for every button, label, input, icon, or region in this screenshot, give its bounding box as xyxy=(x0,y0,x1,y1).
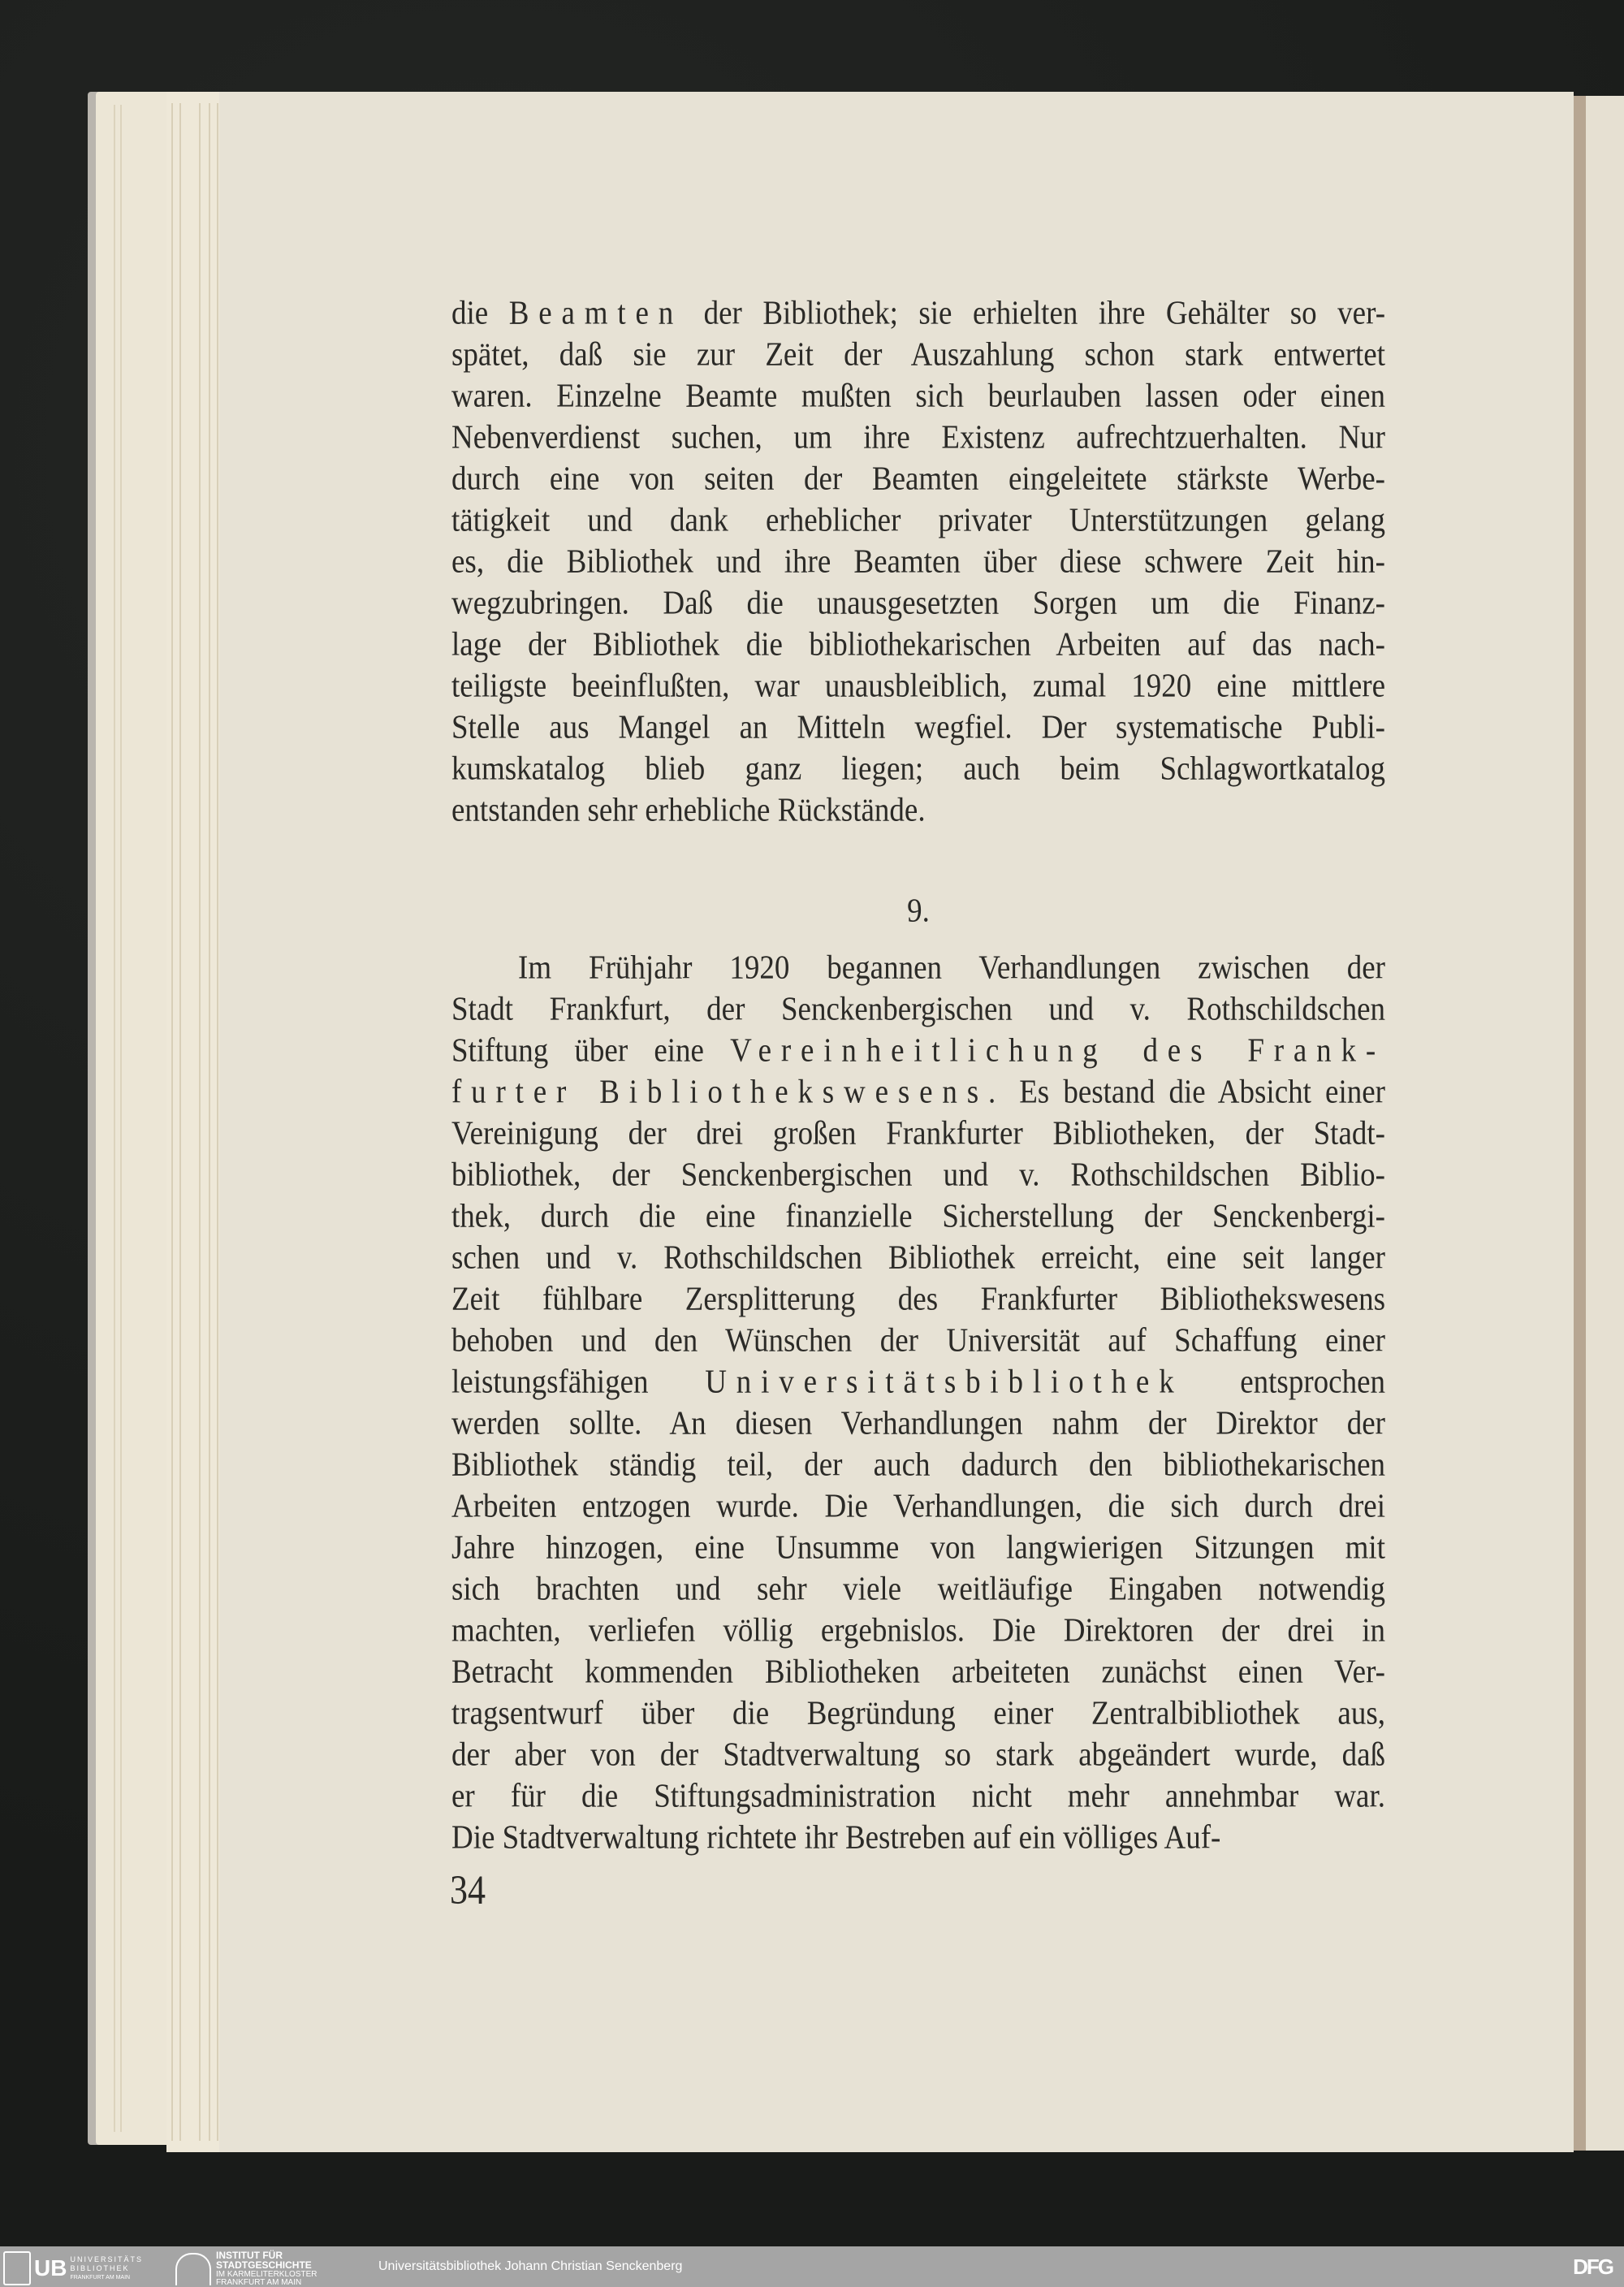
text-line xyxy=(451,497,1385,543)
isg-logo[interactable] xyxy=(175,2251,317,2287)
text-segment: der Bibliothek; sie erhielten ihre Gehälter so ver- xyxy=(683,294,1386,332)
text-line xyxy=(451,1027,1385,1074)
text-line xyxy=(451,1690,1385,1736)
emphasized-text: Beamten xyxy=(508,294,684,332)
text-segment: durch eine von seiten der Beamten eingeleitete stärkste Werbe- xyxy=(451,460,1385,498)
isg-logo-line: INSTITUT FÜR xyxy=(216,2250,283,2261)
paragraph-2 xyxy=(451,947,1385,1858)
text-line xyxy=(451,373,1385,419)
text-segment: werden sollte. An diesen Verhandlungen nahm der Direktor der xyxy=(451,1404,1385,1442)
text-line xyxy=(451,1400,1385,1446)
text-segment: schen und v. Rothschildschen Bibliothek erreicht, eine seit langer xyxy=(451,1239,1385,1277)
dfg-logo[interactable]: DFG xyxy=(1573,2255,1613,2279)
text-line xyxy=(451,538,1385,585)
ub-logo-line: UNIVERSITÄTS xyxy=(70,2255,143,2263)
ub-logo-text: UB xyxy=(34,2255,67,2281)
text-segment: wegzubringen. Daß die unausgesetzten Sorgen um die Finanz- xyxy=(451,584,1385,622)
text-line xyxy=(451,986,1385,1032)
text-line xyxy=(451,290,1385,336)
text-segment: lage der Bibliothek die bibliothekarischen Arbeiten auf das nach- xyxy=(451,625,1385,664)
text-line xyxy=(451,456,1385,502)
text-segment: Nebenverdienst suchen, um ihre Existenz aufrechtzuerhalten. Nur xyxy=(451,418,1385,456)
text-segment: Bibliothek ständig teil, der auch dadurch den bibliothekarischen xyxy=(451,1446,1385,1484)
text-segment: Stiftung über eine xyxy=(451,1031,731,1070)
isg-logo-line: FRANKFURT AM MAIN xyxy=(216,2278,302,2287)
text-line xyxy=(451,746,1385,792)
ub-logo-line: BIBLIOTHEK xyxy=(70,2263,130,2272)
text-line xyxy=(451,1814,1385,1861)
text-segment: bibliothek, der Senckenbergischen und v. Rothschildschen Biblio- xyxy=(451,1156,1385,1194)
text-line xyxy=(451,621,1385,668)
text-line xyxy=(451,1069,1385,1115)
text-line xyxy=(451,414,1385,460)
emphasized-text: Universitätsbibliothek xyxy=(705,1363,1184,1401)
text-segment: teiligste beeinflußten, war unausbleiblich, zumal 1920 eine mittlere xyxy=(451,667,1385,705)
ub-seal-icon xyxy=(3,2251,31,2285)
text-segment: machten, verliefen völlig ergebnislos. Die Direktoren der drei in xyxy=(451,1611,1385,1649)
library-credit[interactable]: Universitätsbibliothek Johann Christian Senckenberg xyxy=(378,2259,683,2273)
text-line xyxy=(451,663,1385,709)
isg-arch-icon xyxy=(175,2253,211,2285)
footer-bar xyxy=(0,2246,1624,2287)
text-line xyxy=(451,1524,1385,1571)
emphasized-text: furter Bibliothekswesens. xyxy=(451,1073,1006,1111)
facing-page-edge xyxy=(1586,96,1624,2151)
text-segment: Betracht kommenden Bibliotheken arbeiteten zunächst einen Ver- xyxy=(451,1653,1385,1691)
text-segment: Stelle aus Mangel an Mitteln wegfiel. Der systematische Publi- xyxy=(451,708,1385,746)
text-segment: leistungsfähigen xyxy=(451,1363,706,1401)
text-line xyxy=(451,787,1385,833)
text-line xyxy=(451,1483,1385,1529)
text-segment: es, die Bibliothek und ihre Beamten über diese schwere Zeit hin- xyxy=(451,543,1385,581)
ub-logo[interactable] xyxy=(3,2251,143,2285)
text-segment: behoben und den Wünschen der Universität auf Schaffung einer xyxy=(451,1321,1385,1360)
text-line xyxy=(451,1317,1385,1364)
text-line xyxy=(451,1276,1385,1322)
text-segment: Vereinigung der drei großen Frankfurter Bibliotheken, der Stadt- xyxy=(451,1114,1385,1152)
isg-logo-line: STADTGESCHICHTE xyxy=(216,2259,312,2271)
text-segment: thek, durch die eine finanzielle Sicherstellung der Senckenbergi- xyxy=(451,1197,1385,1235)
text-segment: Jahre hinzogen, eine Unsumme von langwierigen Sitzungen mit xyxy=(451,1528,1385,1567)
text-segment: entstanden sehr erhebliche Rückstände. xyxy=(451,791,926,829)
text-line xyxy=(451,1566,1385,1612)
text-segment: Stadt Frankfurt, der Senckenbergischen und v. Rothschildschen xyxy=(451,990,1385,1028)
paragraph-1 xyxy=(451,292,1385,831)
text-line xyxy=(451,1649,1385,1695)
text-segment: der aber von der Stadtverwaltung so stark abgeändert wurde, daß xyxy=(451,1736,1385,1774)
text-line xyxy=(451,1773,1385,1819)
text-segment: die xyxy=(451,294,509,332)
text-line xyxy=(451,1607,1385,1654)
text-segment: Zeit fühlbare Zersplitterung des Frankfurter Bibliothekswesens xyxy=(451,1280,1385,1318)
text-line xyxy=(451,580,1385,626)
text-line xyxy=(451,1110,1385,1156)
text-line xyxy=(451,331,1385,378)
text-segment: Im Frühjahr 1920 begannen Verhandlungen zwischen der xyxy=(518,949,1385,987)
ub-logo-line: FRANKFURT AM MAIN xyxy=(70,2274,131,2281)
page-number: 34 xyxy=(450,1867,486,1913)
text-line xyxy=(451,945,1385,991)
isg-logo-line: IM KARMELITERKLOSTER xyxy=(216,2270,317,2279)
text-segment: Die Stadtverwaltung richtete ihr Bestreben auf ein völliges Auf- xyxy=(451,1818,1221,1857)
text-segment: spätet, daß sie zur Zeit der Auszahlung schon stark entwertet xyxy=(451,335,1385,374)
text-segment: sich brachten und sehr viele weitläufige Eingaben notwendig xyxy=(451,1570,1385,1608)
text-segment: entsprochen xyxy=(1183,1363,1385,1401)
text-segment: Arbeiten entzogen wurde. Die Verhandlungen, die sich durch drei xyxy=(451,1487,1385,1525)
text-line xyxy=(451,1442,1385,1488)
emphasized-text: Vereinheitlichung des Frank- xyxy=(730,1031,1386,1070)
section-number: 9. xyxy=(907,892,930,930)
text-segment: er für die Stiftungsadministration nicht mehr annehmbar war. xyxy=(451,1777,1385,1815)
text-line xyxy=(451,1731,1385,1778)
text-segment: kumskatalog blieb ganz liegen; auch beim Schlagwortkatalog xyxy=(451,750,1385,788)
text-segment: waren. Einzelne Beamte mußten sich beurlauben lassen oder einen xyxy=(451,377,1385,415)
text-segment: Es bestand die Absicht einer xyxy=(1005,1073,1385,1111)
text-line xyxy=(451,1234,1385,1281)
text-segment: tätigkeit und dank erheblicher privater Unterstützungen gelang xyxy=(451,501,1385,539)
book-gutter xyxy=(1574,96,1586,2151)
text-line xyxy=(451,1193,1385,1239)
text-line xyxy=(451,1152,1385,1198)
text-segment: tragsentwurf über die Begründung einer Zentralbibliothek aus, xyxy=(451,1694,1385,1732)
text-line xyxy=(451,1359,1385,1405)
text-line xyxy=(451,704,1385,750)
